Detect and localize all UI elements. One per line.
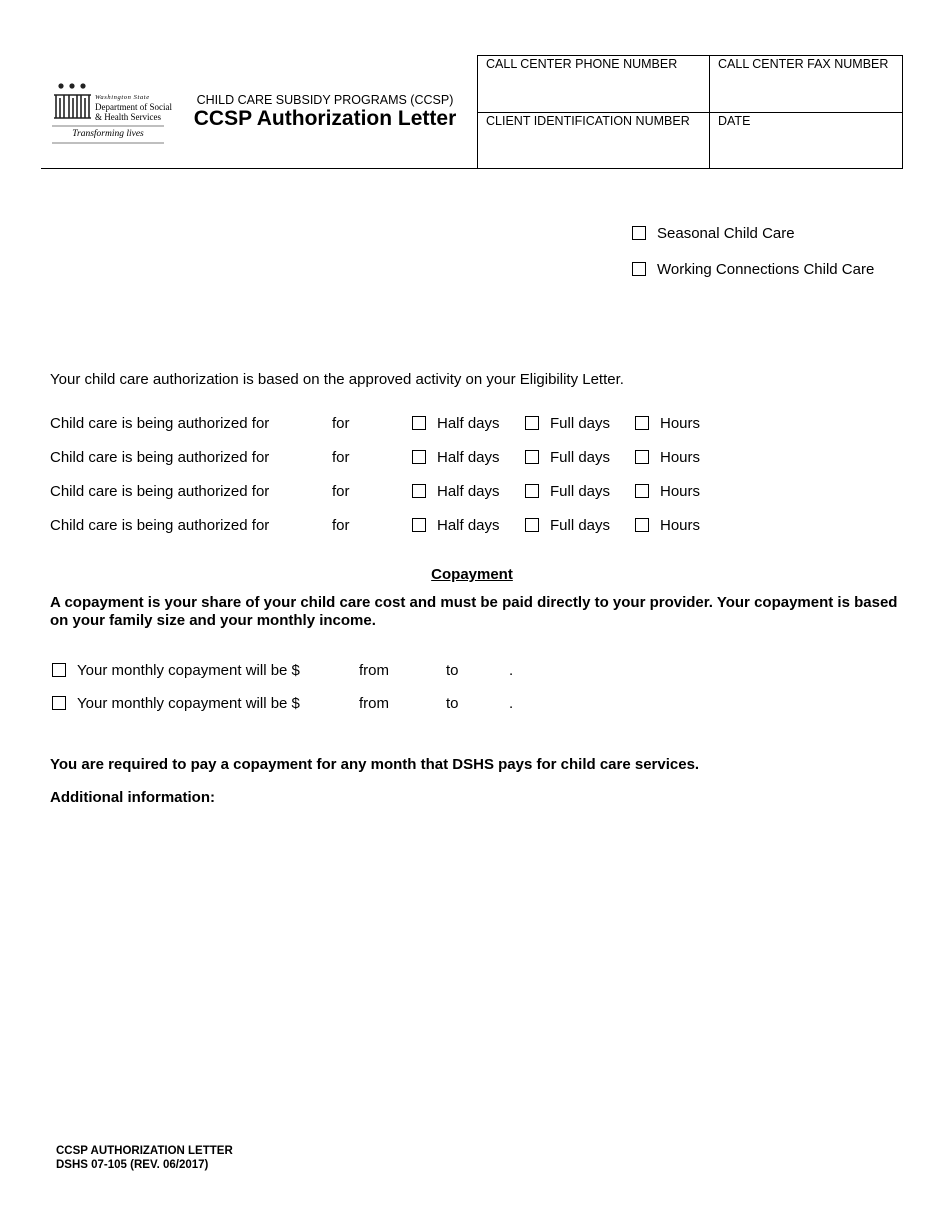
hours-label: Hours [660,449,701,466]
copayment-checkbox[interactable] [52,663,66,677]
full-days-label: Full days [550,449,611,466]
authorization-for: for [332,517,350,534]
call-center-fax-label: CALL CENTER FAX NUMBER [718,57,889,71]
header-divider [41,168,903,169]
footer-form-number: DSHS 07-105 (REV. 06/2017) [56,1159,209,1171]
authorization-for: for [332,449,350,466]
seasonal-child-care-checkbox[interactable] [632,226,646,240]
copayment-description: A copayment is your share of your child care cost and must be paid directly to your provider. Your copayment is based on your family size and your monthly income. [50,594,898,629]
copayment-label: Your monthly copayment will be $ [77,695,300,712]
full-days-checkbox[interactable] [525,518,539,532]
copayment-required-note: You are required to pay a copayment for any month that DSHS pays for child care services. [50,756,700,773]
copayment-checkbox[interactable] [52,696,66,710]
copayment-heading: Copayment [431,566,513,583]
program-title: CHILD CARE SUBSIDY PROGRAMS (CCSP) [196,93,454,107]
additional-info-label: Additional information: [50,789,215,806]
authorization-label: Child care is being authorized for [50,415,270,432]
hours-checkbox[interactable] [635,416,649,430]
client-id-label: CLIENT IDENTIFICATION NUMBER [486,114,690,128]
half-days-checkbox[interactable] [412,416,426,430]
hours-label: Hours [660,415,701,432]
logo-line-1: Washington State [95,94,150,101]
authorization-for: for [332,415,350,432]
copayment-end: . [509,662,514,679]
half-days-checkbox[interactable] [412,518,426,532]
hours-label: Hours [660,517,701,534]
half-days-checkbox[interactable] [412,450,426,464]
authorization-label: Child care is being authorized for [50,517,270,534]
full-days-label: Full days [550,415,611,432]
logo-line-2: Department of Social [95,102,172,112]
call-center-phone-label: CALL CENTER PHONE NUMBER [486,57,678,71]
authorization-label: Child care is being authorized for [50,483,270,500]
logo-line-3: & Health Services [95,112,161,122]
call-center-fax-field[interactable] [709,55,903,113]
hours-checkbox[interactable] [635,518,649,532]
hours-checkbox[interactable] [635,450,649,464]
copayment-from: from [359,662,389,679]
dshs-logo [52,82,172,144]
call-center-phone-field[interactable] [477,55,710,113]
full-days-checkbox[interactable] [525,416,539,430]
half-days-checkbox[interactable] [412,484,426,498]
hours-label: Hours [660,483,701,500]
authorization-for: for [332,483,350,500]
full-days-checkbox[interactable] [525,450,539,464]
logo-tagline: Transforming lives [72,129,144,139]
authorization-label: Child care is being authorized for [50,449,270,466]
half-days-label: Half days [437,517,500,534]
client-id-field[interactable] [477,112,710,169]
half-days-label: Half days [437,415,500,432]
hours-checkbox[interactable] [635,484,649,498]
full-days-checkbox[interactable] [525,484,539,498]
full-days-label: Full days [550,517,611,534]
working-connections-checkbox[interactable] [632,262,646,276]
working-connections-label: Working Connections Child Care [657,261,875,278]
copayment-end: . [509,695,514,712]
copayment-to: to [446,662,459,679]
page-title: CCSP Authorization Letter [193,107,457,130]
footer-form-name: CCSP AUTHORIZATION LETTER [56,1145,233,1157]
authorization-intro: Your child care authorization is based on the approved activity on your Eligibility Letter. [50,371,624,388]
copayment-from: from [359,695,389,712]
date-label: DATE [718,114,751,128]
full-days-label: Full days [550,483,611,500]
copayment-to: to [446,695,459,712]
date-field[interactable] [709,112,903,169]
half-days-label: Half days [437,483,500,500]
copayment-label: Your monthly copayment will be $ [77,662,300,679]
half-days-label: Half days [437,449,500,466]
seasonal-child-care-label: Seasonal Child Care [657,225,795,242]
